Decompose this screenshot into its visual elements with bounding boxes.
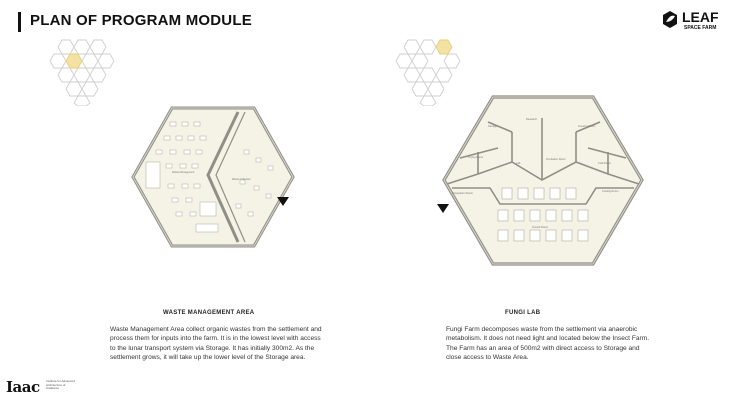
svg-text:Drying Room: Drying Room xyxy=(468,156,484,159)
iaac-logo xyxy=(6,376,76,398)
brand-logo xyxy=(660,9,720,37)
svg-text:Lab: Lab xyxy=(516,162,521,165)
fungi-lab-description: Fungi Farm decomposes waste from the settlement via anaerobic metabolism. It does not need light and located below the Insect Farm. The Farm has an area of 500m2 with direct access to Storage and close access to Waste Area. xyxy=(446,326,650,362)
svg-text:Growth Room: Growth Room xyxy=(532,226,548,229)
waste-management-description: Waste Management Area collect organic wastes from the settlement and process them for inputs into the farm. It is in the lowest level with access to the lunar transport system via Storage. It has initially 300m2. As the settlement grows, it will take up the lower level of the Storage area. xyxy=(110,326,322,362)
iaac-logo-mark: Iaac xyxy=(6,378,40,396)
brand-subtitle: SPACE FARM xyxy=(684,25,717,31)
waste-management-floor-plan xyxy=(128,100,298,255)
north-arrow-right xyxy=(437,204,449,214)
svg-text:Storage: Storage xyxy=(488,125,498,128)
north-arrow-left xyxy=(277,197,289,207)
highlight-hexagon xyxy=(66,54,82,68)
fungi-lab-floor-plan xyxy=(438,92,648,270)
fungi-lab-heading: FUNGI LAB xyxy=(505,310,541,316)
page-title: PLAN OF PROGRAM MODULE xyxy=(30,12,252,29)
svg-text:Waste Management: Waste Management xyxy=(172,171,195,174)
highlight-hexagon xyxy=(436,40,452,54)
svg-text:Cold Room: Cold Room xyxy=(598,162,611,165)
svg-text:Waste Collection: Waste Collection xyxy=(232,178,251,181)
svg-text:Preparation Room: Preparation Room xyxy=(452,192,474,195)
svg-text:Incubation Room: Incubation Room xyxy=(546,158,566,161)
waste-management-heading: WASTE MANAGEMENT AREA xyxy=(163,310,255,316)
svg-text:Cooling Room: Cooling Room xyxy=(602,190,619,193)
iaac-logo-caption: Institute for Advanced Architecture of Catalonia xyxy=(46,379,75,391)
title-accent-bar xyxy=(18,12,21,32)
leaf-logo-icon xyxy=(660,10,680,30)
brand-name: LEAF xyxy=(682,9,719,25)
svg-text:Growing Room: Growing Room xyxy=(578,125,596,128)
svg-text:Research: Research xyxy=(526,118,538,121)
honeycomb-key-left xyxy=(48,36,118,106)
